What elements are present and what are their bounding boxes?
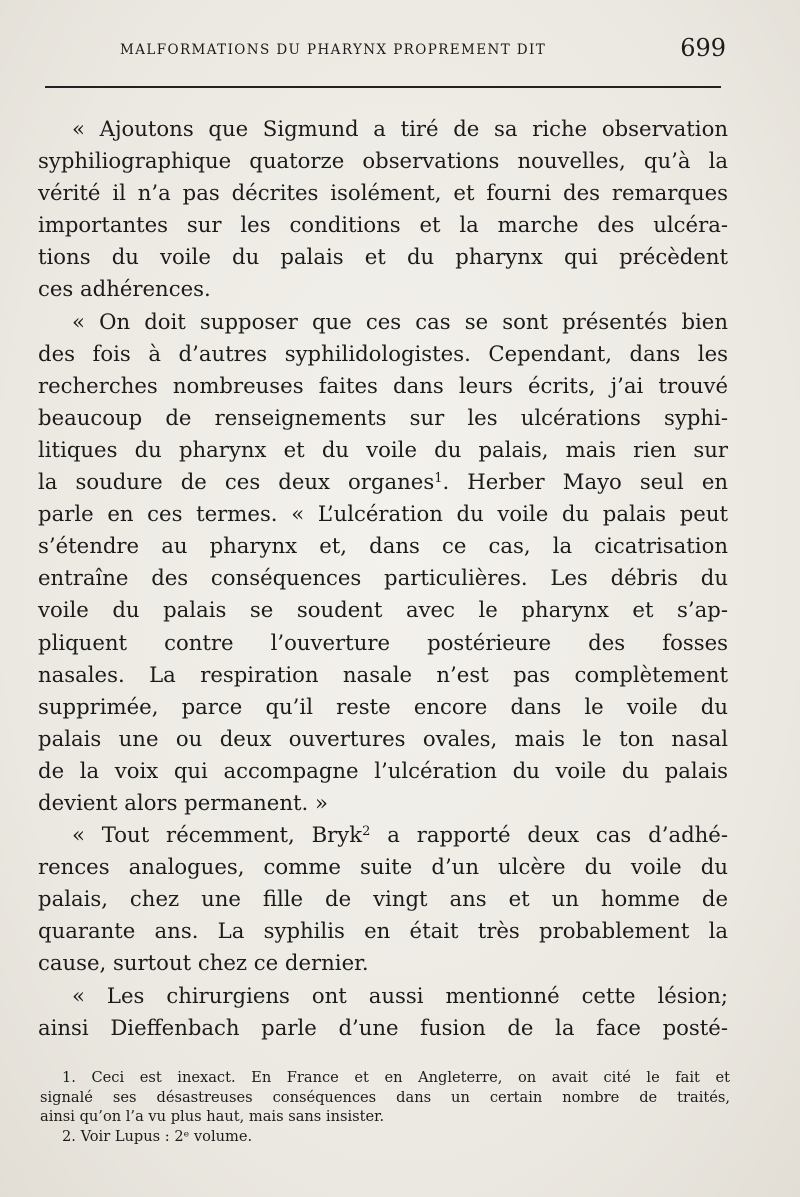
- text-line: voile du palais se soudent avec le pharynx et s’ap-: [38, 597, 728, 623]
- text-line: ainsi Dieffenbach parle d’une fusion de la face posté-: [38, 1014, 728, 1040]
- text-line: quarante ans. La syphilis en était très probablement la: [38, 918, 728, 944]
- text-line-with-footnote-ref: [38, 466, 728, 498]
- footnote-ref: 1: [434, 471, 443, 487]
- footnote-line: 2. Voir Lupus : 2ᵉ volume.: [62, 1127, 253, 1145]
- footnote-line: signalé ses désastreuses conséquences dans un certain nombre de traités,: [40, 1088, 730, 1106]
- page-header: [40, 34, 740, 70]
- text-line-with-footnote-ref: [38, 819, 728, 851]
- text-line: « Les chirurgiens ont aussi mentionné cette lésion;: [72, 982, 728, 1008]
- page-number: 699: [680, 34, 726, 62]
- running-title: MALFORMATIONS DU PHARYNX PROPREMENT DIT: [120, 42, 547, 58]
- text-line: parle en ces termes. « L’ulcération du voile du palais peut: [38, 501, 728, 527]
- body-text: [38, 113, 728, 1044]
- header-rule: [45, 86, 721, 88]
- text-line: « Ajoutons que Sigmund a tiré de sa riche observation: [72, 116, 728, 141]
- text-line: litiques du pharynx et du voile du palais, mais rien sur: [38, 436, 728, 462]
- text-line: beaucoup de renseignements sur les ulcérations syphi-: [38, 404, 728, 430]
- text-line: rences analogues, comme suite d’un ulcère du voile du: [38, 854, 728, 880]
- text-line: cause, surtout chez ce dernier.: [38, 950, 369, 976]
- text-line: tions du voile du palais et du pharynx qui précèdent: [38, 244, 728, 270]
- text-line: de la voix qui accompagne l’ulcération du voile du palais: [38, 757, 728, 783]
- text-line: pliquent contre l’ouverture postérieure des fosses: [38, 629, 728, 655]
- text-line: palais une ou deux ouvertures ovales, mais le ton nasal: [38, 725, 728, 751]
- text-line: « On doit supposer que ces cas se sont présentés bien: [72, 308, 728, 334]
- footnotes: [40, 1068, 730, 1146]
- text-segment: « Tout récemment, Bryk: [72, 822, 363, 848]
- text-line: entraîne des conséquences particulières. Les débris du: [38, 565, 728, 591]
- text-line: devient alors permanent. »: [38, 789, 328, 815]
- text-line: supprimée, parce qu’il reste encore dans le voile du: [38, 693, 728, 719]
- text-line: ces adhérences.: [38, 276, 211, 302]
- footnote-line: ainsi qu’on l’a vu plus haut, mais sans insister.: [40, 1108, 385, 1125]
- footnote-line: 1. Ceci est inexact. En France et en Angleterre, on avait cité le fait et: [62, 1069, 730, 1086]
- text-line: recherches nombreuses faites dans leurs écrits, j’ai trouvé: [38, 372, 728, 398]
- text-line: nasales. La respiration nasale n’est pas complètement: [38, 661, 728, 687]
- text-line: syphiliographique quatorze observations nouvelles, qu’à la: [38, 148, 728, 174]
- text-segment: . Herber Mayo seul en: [442, 469, 728, 495]
- text-line: s’étendre au pharynx et, dans ce cas, la cicatrisation: [38, 533, 728, 559]
- text-line: vérité il n’a pas décrites isolément, et fourni des remarques: [38, 180, 728, 206]
- text-line: des fois à d’autres syphilidologistes. Cependant, dans les: [38, 340, 728, 366]
- text-segment: a rapporté deux cas d’adhé-: [370, 822, 728, 848]
- footnote-ref: 2: [362, 824, 371, 840]
- text-segment: la soudure de ces deux organes: [38, 469, 435, 495]
- text-line: importantes sur les conditions et la marche des ulcéra-: [38, 212, 728, 238]
- text-line: palais, chez une fille de vingt ans et un homme de: [38, 886, 728, 912]
